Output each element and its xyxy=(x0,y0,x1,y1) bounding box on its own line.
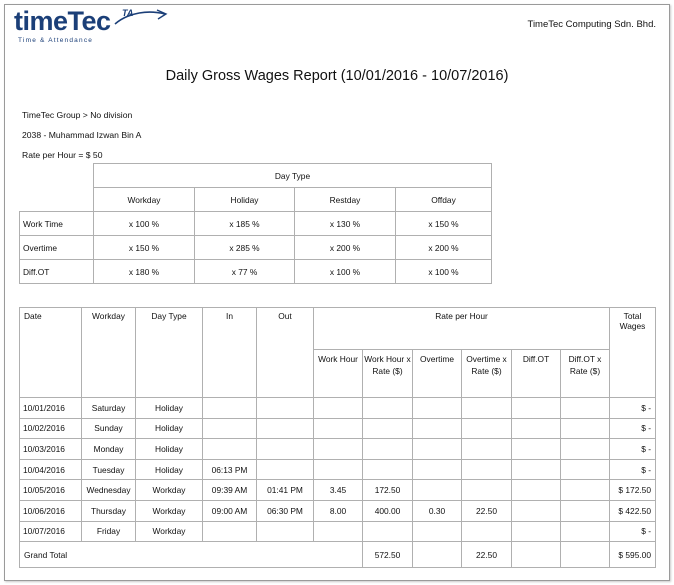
cell-overtime xyxy=(413,521,462,542)
cell-day-type: Holiday xyxy=(136,418,203,439)
rate-cell: x 285 % xyxy=(195,236,295,260)
rate-per-hour: Rate per Hour = $ 50 xyxy=(22,150,103,160)
table-row xyxy=(20,480,656,501)
cell-work-hour-rate xyxy=(363,521,413,542)
cell-in xyxy=(203,439,257,460)
cell-overtime-rate xyxy=(462,439,512,460)
header-diff-ot: Diff.OT xyxy=(512,350,561,398)
cell-overtime-rate xyxy=(462,521,512,542)
rate-cell: x 100 % xyxy=(295,260,396,284)
cell-in xyxy=(203,398,257,419)
cell-workday: Monday xyxy=(82,439,136,460)
rate-table-corner xyxy=(20,164,94,188)
cell-date: 10/03/2016 xyxy=(20,439,82,460)
cell-workday: Saturday xyxy=(82,398,136,419)
cell-day-type: Holiday xyxy=(136,398,203,419)
cell-work-hour: 3.45 xyxy=(314,480,363,501)
row-label: Work Time xyxy=(20,212,94,236)
cell-diff-ot-rate xyxy=(561,439,610,460)
cell-diff-ot xyxy=(512,398,561,419)
rate-cell: x 100 % xyxy=(94,212,195,236)
header-total-wages: Total Wages xyxy=(610,308,656,398)
row-label: Overtime xyxy=(20,236,94,260)
rate-cell: x 150 % xyxy=(396,212,492,236)
cell-date: 10/07/2016 xyxy=(20,521,82,542)
cell-diff-ot-rate xyxy=(561,418,610,439)
logo-ta-mark: TA xyxy=(122,8,134,18)
header-date: Date xyxy=(20,308,82,398)
grand-total-overtime-rate: 22.50 xyxy=(462,542,512,568)
cell-diff-ot-rate xyxy=(561,459,610,480)
cell-diff-ot xyxy=(512,418,561,439)
cell-date: 10/06/2016 xyxy=(20,500,82,521)
cell-in xyxy=(203,418,257,439)
cell-overtime xyxy=(413,398,462,419)
grand-total-overtime xyxy=(413,542,462,568)
cell-date: 10/05/2016 xyxy=(20,480,82,501)
cell-work-hour-rate xyxy=(363,418,413,439)
cell-total-wages: $ - xyxy=(610,439,656,460)
table-row xyxy=(20,521,656,542)
col-header-workday: Workday xyxy=(94,188,195,212)
header-day-type: Day Type xyxy=(136,308,203,398)
cell-work-hour xyxy=(314,418,363,439)
cell-total-wages: $ 172.50 xyxy=(610,480,656,501)
cell-work-hour xyxy=(314,521,363,542)
cell-overtime-rate xyxy=(462,480,512,501)
col-header-restday: Restday xyxy=(295,188,396,212)
cell-out xyxy=(257,439,314,460)
cell-total-wages: $ - xyxy=(610,521,656,542)
company-name: TimeTec Computing Sdn. Bhd. xyxy=(527,19,656,30)
header-work-hour: Work Hour xyxy=(314,350,363,398)
table-row xyxy=(20,500,656,521)
cell-overtime-rate xyxy=(462,459,512,480)
cell-diff-ot xyxy=(512,500,561,521)
cell-work-hour-rate xyxy=(363,398,413,419)
rate-row-diff-ot xyxy=(20,260,492,284)
cell-diff-ot xyxy=(512,480,561,501)
rate-cell: x 150 % xyxy=(94,236,195,260)
table-row xyxy=(20,459,656,480)
cell-overtime xyxy=(413,480,462,501)
cell-work-hour xyxy=(314,439,363,460)
rate-cell: x 100 % xyxy=(396,260,492,284)
cell-overtime xyxy=(413,439,462,460)
header-work-hour-rate: Work Hour x Rate ($) xyxy=(363,350,413,398)
col-header-holiday: Holiday xyxy=(195,188,295,212)
cell-total-wages: $ - xyxy=(610,398,656,419)
cell-in: 06:13 PM xyxy=(203,459,257,480)
grand-total-row xyxy=(20,542,656,568)
rate-cell: x 130 % xyxy=(295,212,396,236)
cell-work-hour-rate: 400.00 xyxy=(363,500,413,521)
cell-overtime-rate: 22.50 xyxy=(462,500,512,521)
cell-work-hour-rate: 172.50 xyxy=(363,480,413,501)
report-title: Daily Gross Wages Report (10/01/2016 - 10/07/2016) xyxy=(165,68,509,84)
rate-row-work-time xyxy=(20,212,492,236)
employee-name: 2038 - Muhammad Izwan Bin A xyxy=(22,130,142,140)
rate-cell: x 185 % xyxy=(195,212,295,236)
header-diff-ot-rate: Diff.OT x Rate ($) xyxy=(561,350,610,398)
cell-workday: Friday xyxy=(82,521,136,542)
cell-out xyxy=(257,521,314,542)
cell-date: 10/01/2016 xyxy=(20,398,82,419)
cell-total-wages: $ - xyxy=(610,418,656,439)
cell-overtime xyxy=(413,459,462,480)
logo-wordmark: timeTec xyxy=(14,6,111,36)
logo-swoosh-icon xyxy=(109,8,169,30)
cell-out xyxy=(257,459,314,480)
cell-day-type: Workday xyxy=(136,500,203,521)
cell-date: 10/04/2016 xyxy=(20,459,82,480)
cell-diff-ot xyxy=(512,521,561,542)
cell-out xyxy=(257,418,314,439)
rate-cell: x 77 % xyxy=(195,260,295,284)
cell-in: 09:39 AM xyxy=(203,480,257,501)
cell-out: 01:41 PM xyxy=(257,480,314,501)
col-header-offday: Offday xyxy=(396,188,492,212)
rate-cell: x 200 % xyxy=(295,236,396,260)
header-workday: Workday xyxy=(82,308,136,398)
cell-overtime: 0.30 xyxy=(413,500,462,521)
cell-diff-ot-rate xyxy=(561,398,610,419)
rate-table-corner xyxy=(20,188,94,212)
header-overtime-rate: Overtime x Rate ($) xyxy=(462,350,512,398)
logo-tagline: Time & Attendance xyxy=(18,37,94,44)
cell-overtime xyxy=(413,418,462,439)
table-row xyxy=(20,439,656,460)
rate-row-overtime xyxy=(20,236,492,260)
cell-diff-ot xyxy=(512,439,561,460)
header-overtime: Overtime xyxy=(413,350,462,398)
grand-total-label: Grand Total xyxy=(20,542,363,568)
cell-date: 10/02/2016 xyxy=(20,418,82,439)
grand-total-diff-ot-rate xyxy=(561,542,610,568)
cell-work-hour xyxy=(314,459,363,480)
rate-cell: x 180 % xyxy=(94,260,195,284)
grand-total-diff-ot xyxy=(512,542,561,568)
cell-workday: Wednesday xyxy=(82,480,136,501)
cell-diff-ot xyxy=(512,459,561,480)
header-out: Out xyxy=(257,308,314,398)
cell-overtime-rate xyxy=(462,418,512,439)
grand-total-work-hour-rate: 572.50 xyxy=(363,542,413,568)
cell-workday: Sunday xyxy=(82,418,136,439)
row-label: Diff.OT xyxy=(20,260,94,284)
header-in: In xyxy=(203,308,257,398)
cell-workday: Tuesday xyxy=(82,459,136,480)
cell-total-wages: $ 422.50 xyxy=(610,500,656,521)
cell-work-hour-rate xyxy=(363,459,413,480)
cell-diff-ot-rate xyxy=(561,521,610,542)
rate-multiplier-table xyxy=(19,163,492,284)
table-row xyxy=(20,398,656,419)
table-row xyxy=(20,418,656,439)
rate-cell: x 200 % xyxy=(396,236,492,260)
cell-in: 09:00 AM xyxy=(203,500,257,521)
group-division: TimeTec Group > No division xyxy=(22,110,133,120)
cell-day-type: Holiday xyxy=(136,459,203,480)
cell-day-type: Holiday xyxy=(136,439,203,460)
cell-diff-ot-rate xyxy=(561,500,610,521)
cell-out xyxy=(257,398,314,419)
cell-work-hour-rate xyxy=(363,439,413,460)
header-rate-per-hour: Rate per Hour xyxy=(314,308,610,350)
cell-out: 06:30 PM xyxy=(257,500,314,521)
cell-diff-ot-rate xyxy=(561,480,610,501)
cell-workday: Thursday xyxy=(82,500,136,521)
cell-overtime-rate xyxy=(462,398,512,419)
timetec-logo xyxy=(14,6,164,48)
cell-total-wages: $ - xyxy=(610,459,656,480)
cell-day-type: Workday xyxy=(136,480,203,501)
grand-total-wages: $ 595.00 xyxy=(610,542,656,568)
cell-work-hour: 8.00 xyxy=(314,500,363,521)
cell-day-type: Workday xyxy=(136,521,203,542)
cell-work-hour xyxy=(314,398,363,419)
daily-wages-table xyxy=(19,307,656,568)
day-type-header: Day Type xyxy=(94,164,492,188)
cell-in xyxy=(203,521,257,542)
